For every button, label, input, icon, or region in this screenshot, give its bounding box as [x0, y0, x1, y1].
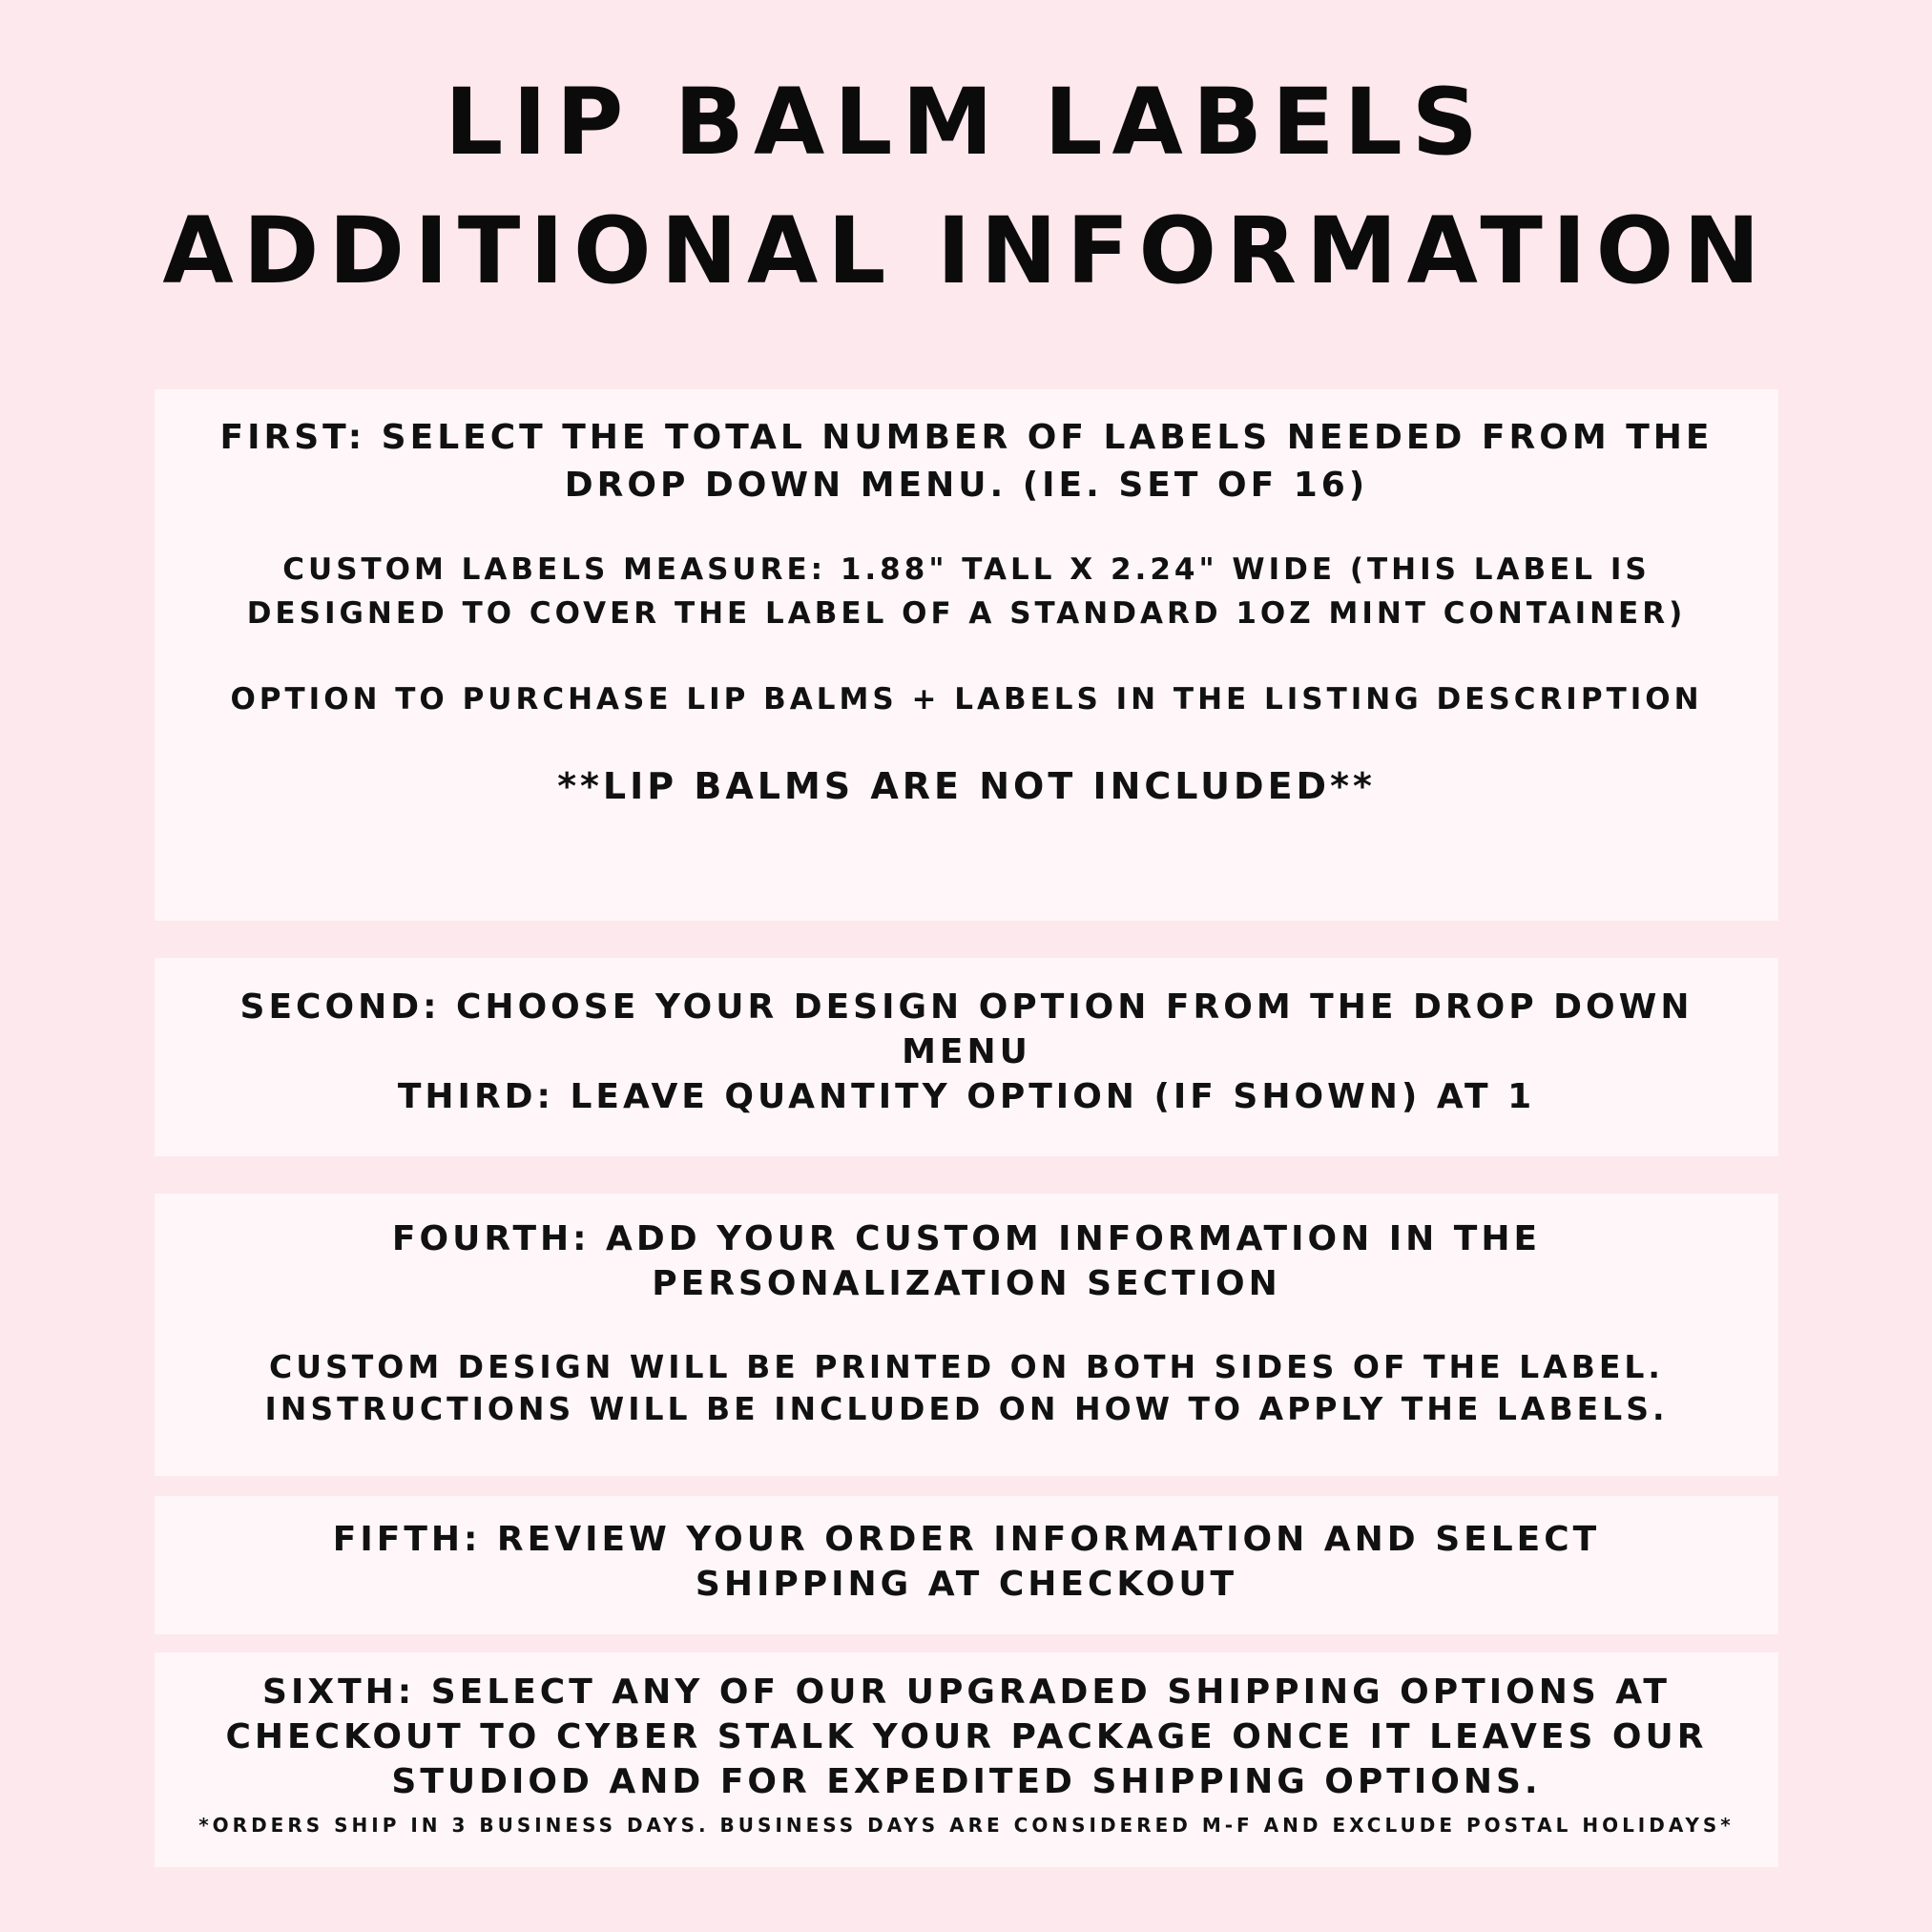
- sixth-step-line-1: SIXTH: SELECT ANY OF OUR UPGRADED SHIPPING OPTIONS AT: [262, 1672, 1671, 1712]
- measure-line-1: CUSTOM LABELS MEASURE: 1.88" TALL X 2.24" WIDE (THIS LABEL IS: [282, 552, 1651, 587]
- page-title-line-1: LIP BALM LABELS: [445, 69, 1487, 176]
- fifth-step-line-1: FIFTH: REVIEW YOUR ORDER INFORMATION AND SELECT: [332, 1520, 1601, 1559]
- fifth-step-text: [155, 1517, 1778, 1607]
- not-included-notice: **LIP BALMS ARE NOT INCLUDED**: [557, 765, 1376, 807]
- step-first-card: [155, 389, 1778, 921]
- fourth-step-text: [155, 1216, 1778, 1306]
- fourth-step-line-2: PERSONALIZATION SECTION: [652, 1264, 1281, 1303]
- sixth-step-line-2: CHECKOUT TO CYBER STALK YOUR PACKAGE ONCE IT LEAVES OUR: [225, 1717, 1708, 1756]
- sixth-step-text: [155, 1670, 1778, 1804]
- page-title-line-2: ADDITIONAL INFORMATION: [162, 197, 1770, 304]
- printing-line-1: CUSTOM DESIGN WILL BE PRINTED ON BOTH SIDES OF THE LABEL.: [269, 1348, 1664, 1385]
- fifth-step-line-2: SHIPPING AT CHECKOUT: [695, 1565, 1238, 1604]
- purchase-option-text: OPTION TO PURCHASE LIP BALMS + LABELS IN THE LISTING DESCRIPTION: [230, 682, 1703, 717]
- step-fourth-card: [155, 1194, 1778, 1476]
- step-fifth-card: [155, 1496, 1778, 1634]
- fourth-step-line-1: FOURTH: ADD YOUR CUSTOM INFORMATION IN THE: [391, 1219, 1542, 1258]
- step-second-third-card: [155, 958, 1778, 1156]
- third-step-line: THIRD: LEAVE QUANTITY OPTION (IF SHOWN) AT 1: [397, 1077, 1536, 1116]
- step-sixth-card: [155, 1652, 1778, 1867]
- first-step-line-1: FIRST: SELECT THE TOTAL NUMBER OF LABELS NEEDED FROM THE: [219, 418, 1714, 457]
- second-step-line-1: SECOND: CHOOSE YOUR DESIGN OPTION FROM THE DROP DOWN: [239, 987, 1693, 1027]
- shipping-footnote: *ORDERS SHIP IN 3 BUSINESS DAYS. BUSINESS DAYS ARE CONSIDERED M-F AND EXCLUDE POSTAL HOLIDAYS*: [198, 1814, 1735, 1837]
- second-step-text: [155, 985, 1778, 1119]
- printing-line-2: INSTRUCTIONS WILL BE INCLUDED ON HOW TO APPLY THE LABELS.: [264, 1390, 1669, 1427]
- second-step-line-2: MENU: [902, 1032, 1031, 1071]
- label-measure-text: [155, 548, 1778, 635]
- first-step-line-2: DROP DOWN MENU. (IE. SET OF 16): [564, 466, 1369, 505]
- sixth-step-line-3: STUDIOD AND FOR EXPEDITED SHIPPING OPTIONS.: [391, 1762, 1542, 1801]
- first-step-text: [155, 414, 1778, 509]
- printing-info-text: [155, 1346, 1778, 1430]
- measure-line-2: DESIGNED TO COVER THE LABEL OF A STANDARD 1OZ MINT CONTAINER): [246, 596, 1687, 631]
